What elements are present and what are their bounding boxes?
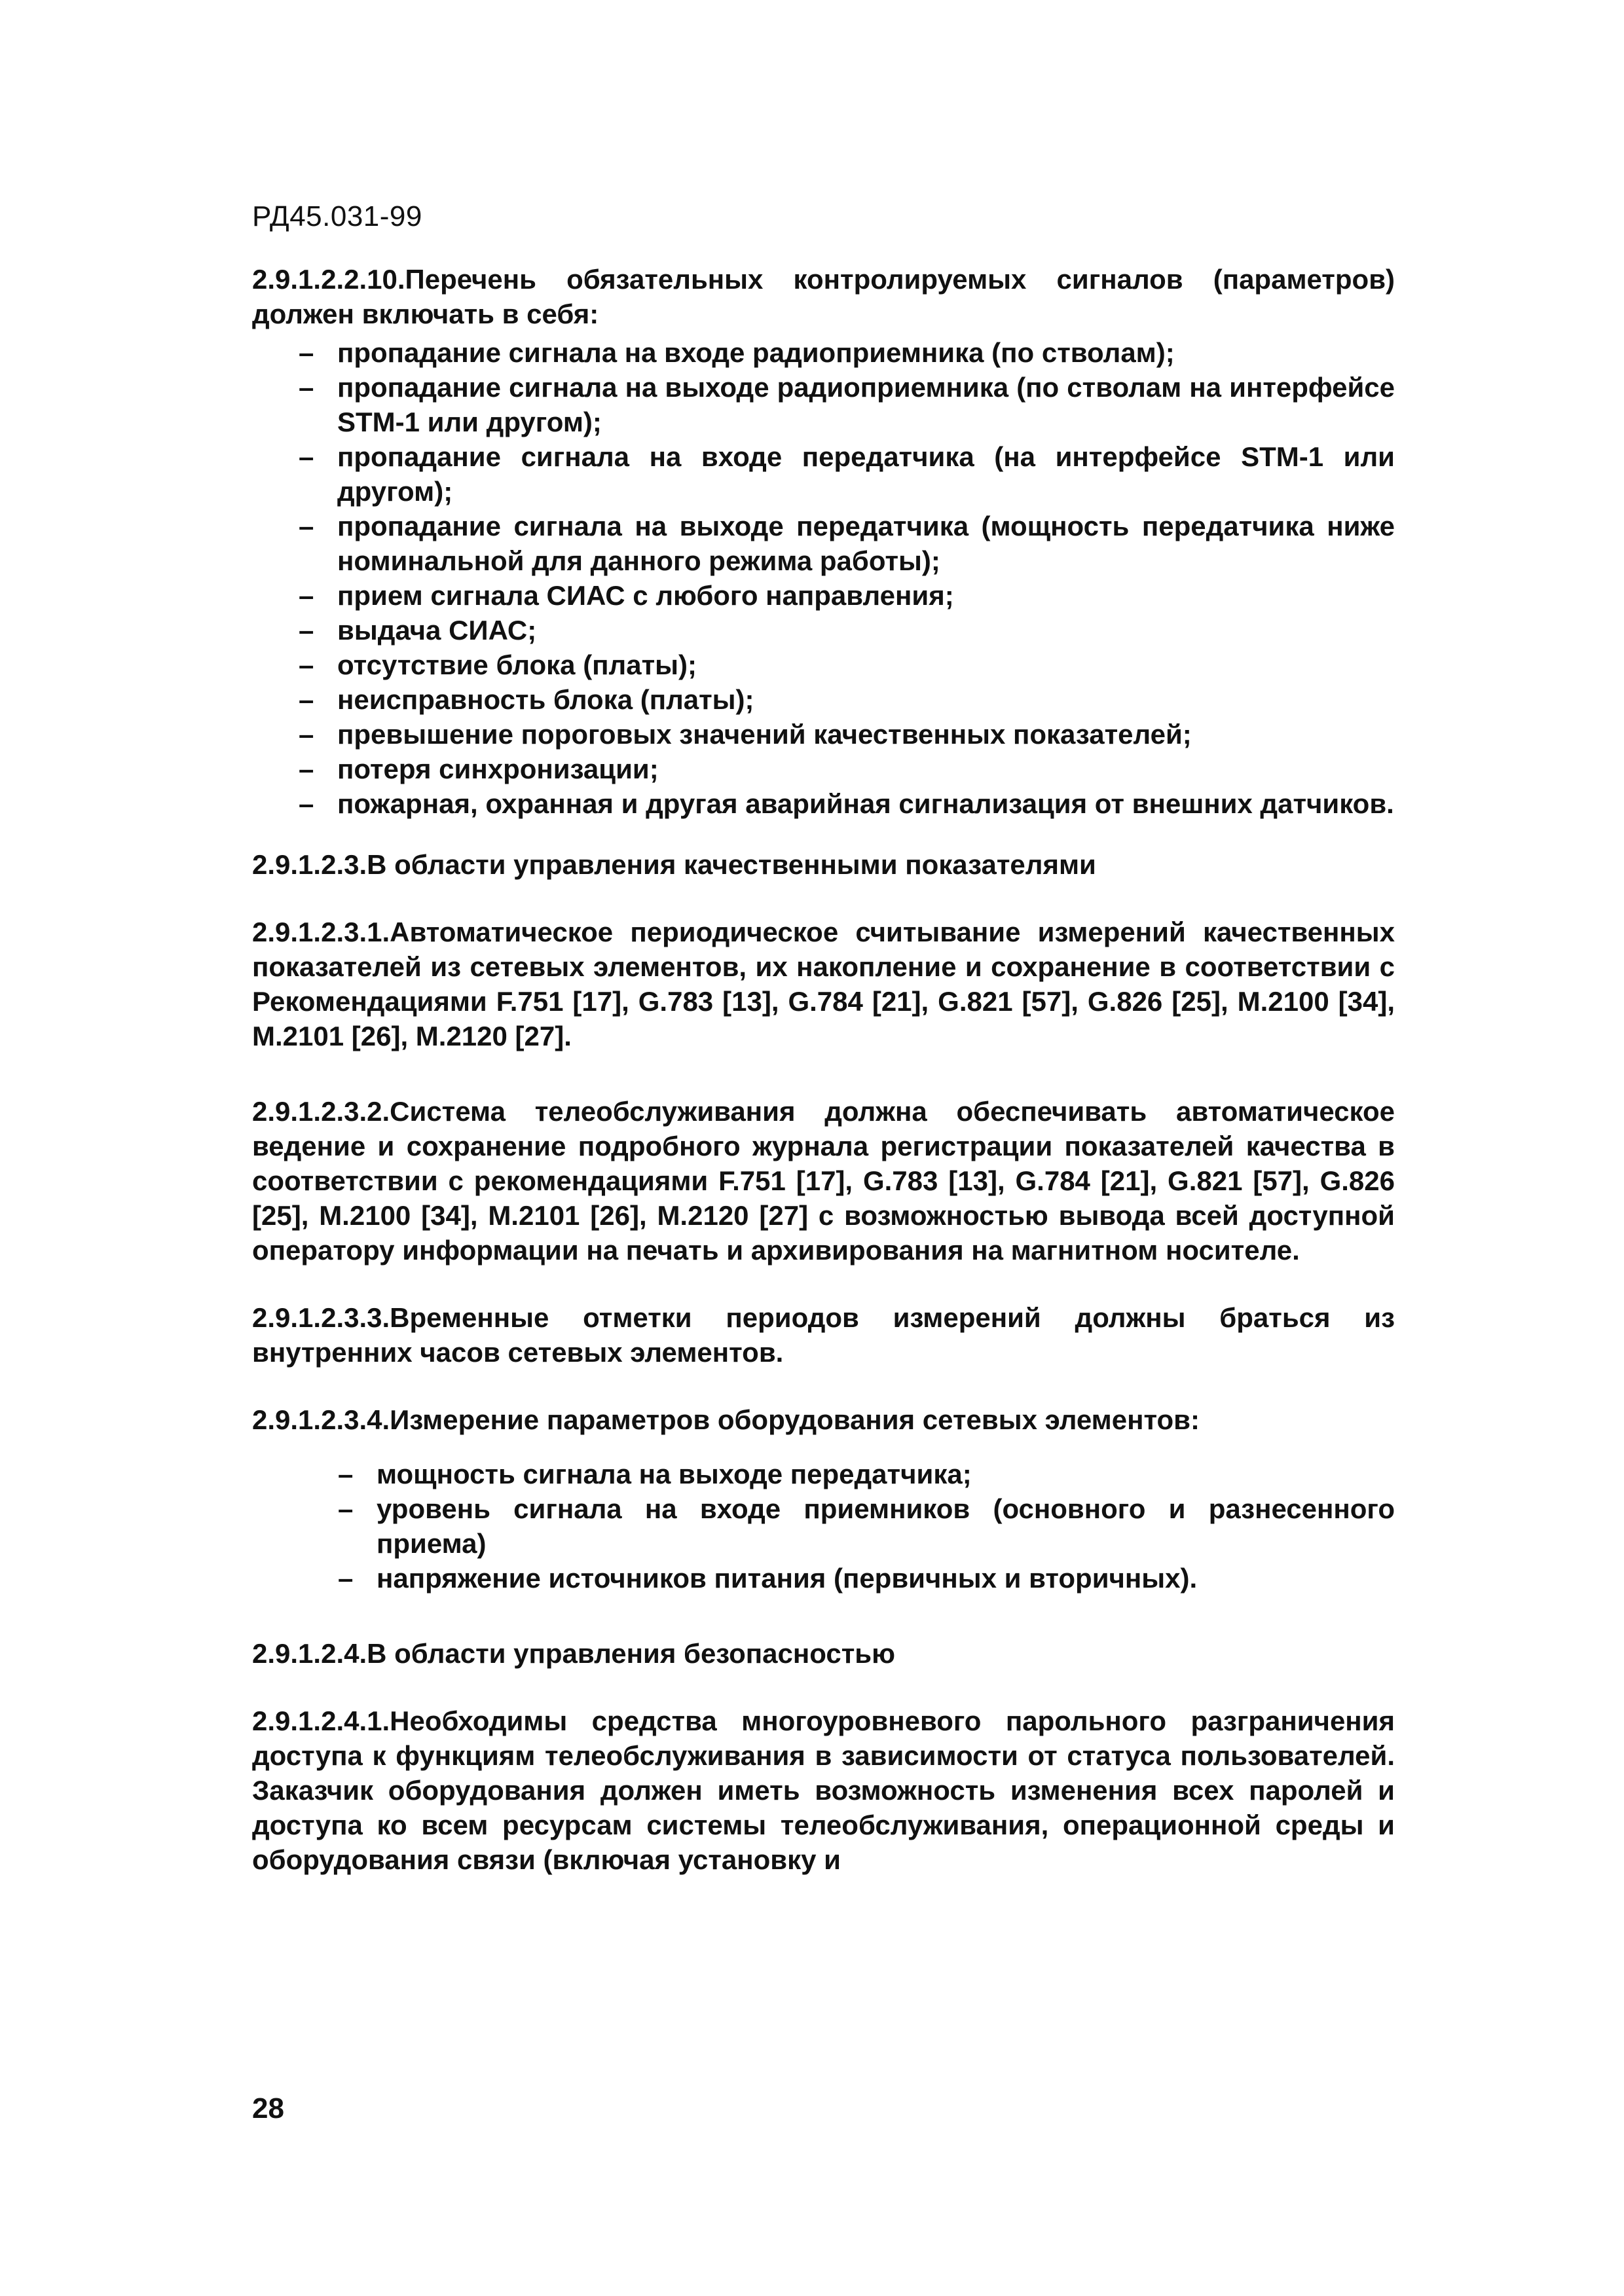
list-item: – потеря синхронизации;: [337, 752, 1395, 786]
paragraph-2-9-1-2-2-10: 2.9.1.2.2.10.Перечень обязательных контролируемых сигналов (параметров) должен включать в себя:: [252, 264, 1395, 329]
paragraph-2-9-1-2-3-2: 2.9.1.2.3.2.Система телеобслуживания должна обеспечивать автоматическое ведение и сохранение подробного журнала регистрации показателей качества в соответствии с рекомендациями F.751 [17], G.783 [13], G.784 [21], G.821 [57], G.826 [25], M.2100 [34], M.2101 [26], M.2120 [27] с возможностью вывода всей доступной оператору информации на печать и архивирования на магнитном носителе.: [252, 1096, 1395, 1266]
list-item: – пропадание сигнала на выходе передатчика (мощность передатчика ниже номинальной для данного режима работы);: [337, 509, 1395, 578]
heading-2-9-1-2-3: 2.9.1.2.3.В области управления качественными показателями: [252, 849, 1096, 880]
list-item: – отсутствие блока (платы);: [337, 647, 1395, 682]
list-item: – пропадание сигнала на входе радиоприемника (по стволам);: [337, 335, 1395, 370]
paragraph-2-9-1-2-3-1: 2.9.1.2.3.1.Автоматическое периодическое считывание измерений качественных показателей из сетевых элементов, их накопление и сохранение в соответствии с Рекомендациями F.751 [17], G.783 [13], G.784 [21], G.821 [57], G.826 [25], M.2100 [34], M.2101 [26], M.2120 [27].: [252, 917, 1395, 1051]
list-item: – прием сигнала СИАС с любого направления;: [337, 578, 1395, 613]
equipment-parameters-list: [377, 1457, 1395, 1595]
list-item: – неисправность блока (платы);: [337, 682, 1395, 717]
list-item: – пожарная, охранная и другая аварийная сигнализация от внешних датчиков.: [337, 786, 1395, 821]
list-item: – мощность сигнала на выходе передатчика;: [377, 1457, 1395, 1491]
list-item: – пропадание сигнала на выходе радиоприемника (по стволам на интерфейсе STM-1 или другом);: [337, 370, 1395, 439]
document-code: РД45.031-99: [252, 200, 422, 232]
paragraph-2-9-1-2-4-1: 2.9.1.2.4.1.Необходимы средства многоуровневого парольного разграничения доступа к функциям телеобслуживания в зависимости от статуса пользователей. Заказчик оборудования должен иметь возможность изменения всех паролей и доступа ко всем ресурсам системы телеобслуживания, операционной среды и оборудования связи (включая установку и: [252, 1705, 1395, 1875]
controlled-signals-list: [337, 335, 1395, 821]
paragraph-2-9-1-2-3-4: 2.9.1.2.3.4.Измерение параметров оборудования сетевых элементов:: [252, 1404, 1200, 1435]
list-item: – пропадание сигнала на входе передатчика (на интерфейсе STM-1 или другом);: [337, 439, 1395, 509]
list-item: – уровень сигнала на входе приемников (основного и разнесенного приема): [377, 1491, 1395, 1561]
list-item: – напряжение источников питания (первичных и вторичных).: [377, 1561, 1395, 1595]
heading-2-9-1-2-4: 2.9.1.2.4.В области управления безопасностью: [252, 1638, 895, 1669]
page-number: 28: [252, 2092, 284, 2124]
paragraph-2-9-1-2-3-3: 2.9.1.2.3.3.Временные отметки периодов измерений должны браться из внутренних часов сетевых элементов.: [252, 1302, 1395, 1368]
list-item: – выдача СИАС;: [337, 613, 1395, 647]
list-item: – превышение пороговых значений качественных показателей;: [337, 717, 1395, 752]
document-body: [252, 262, 1395, 1877]
